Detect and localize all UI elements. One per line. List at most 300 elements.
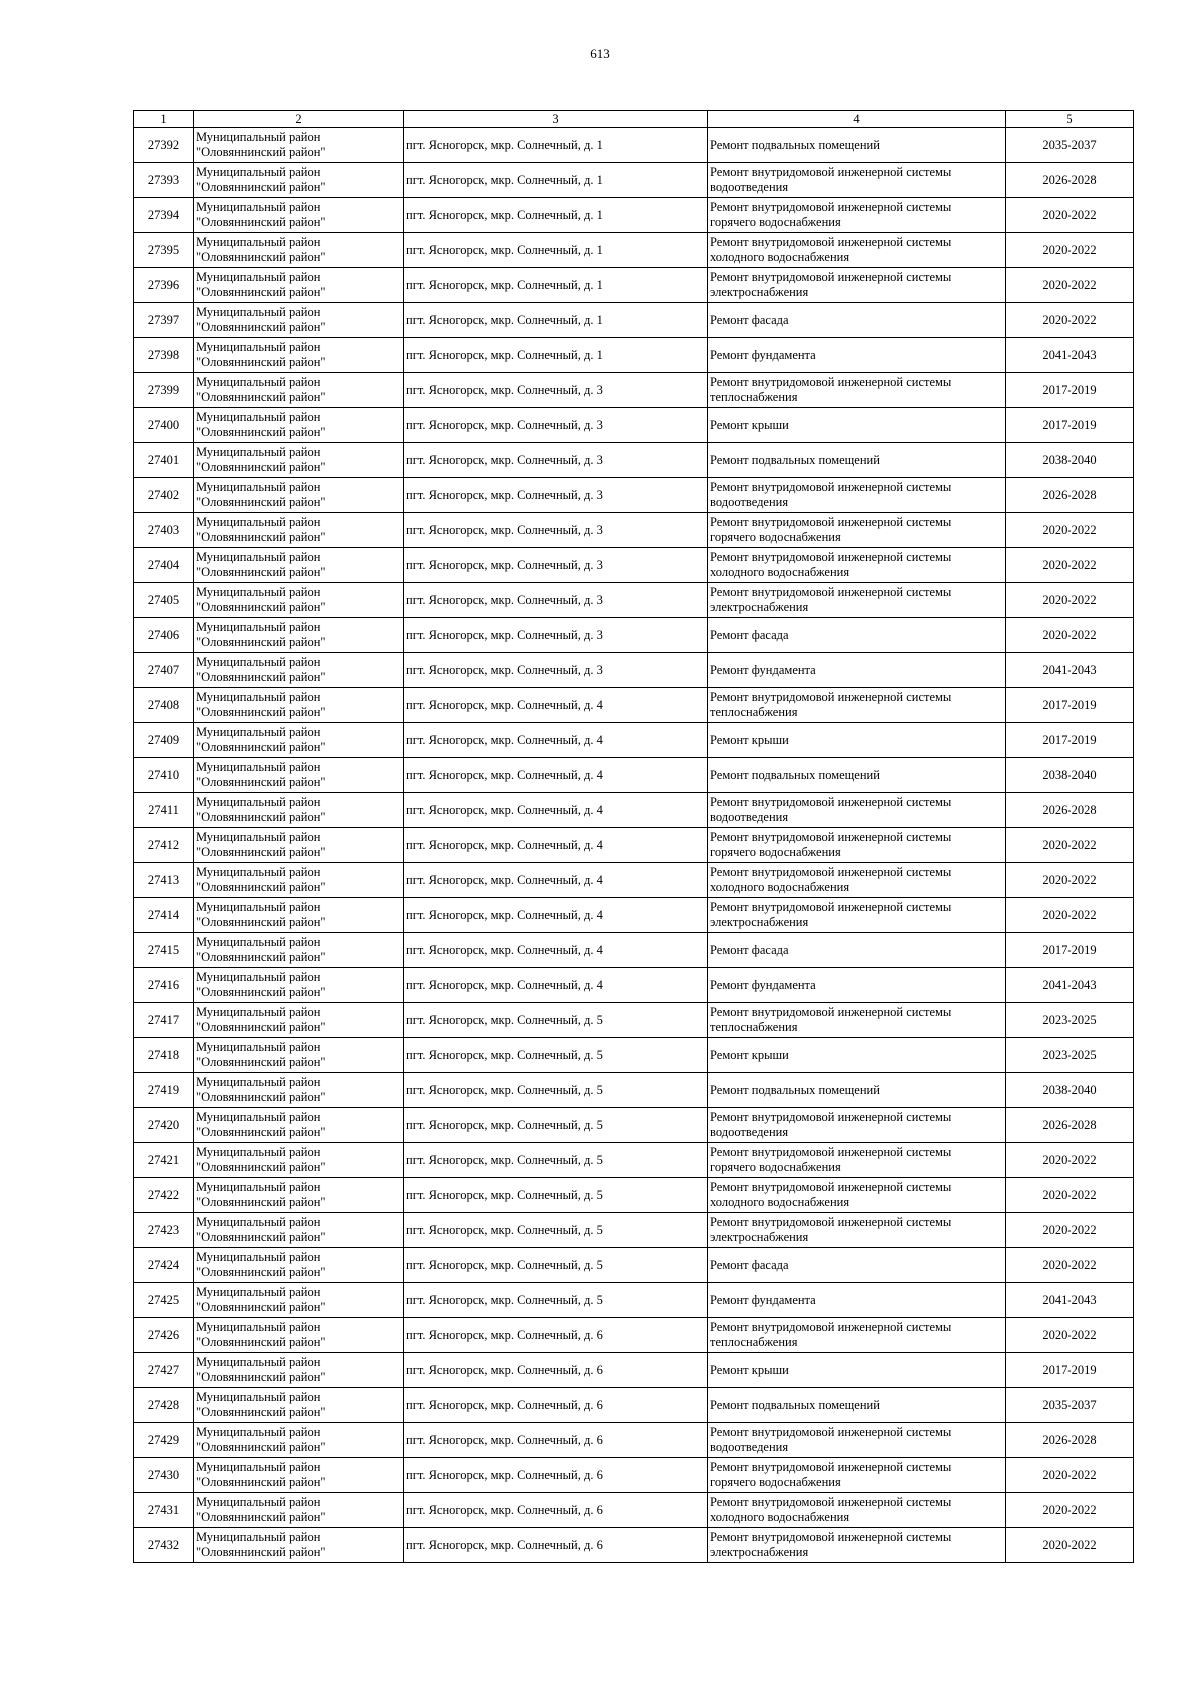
address-cell: пгт. Ясногорск, мкр. Солнечный, д. 5 (404, 1213, 708, 1248)
period-cell: 2020-2022 (1006, 268, 1134, 303)
municipality-line: "Оловяннинский район" (196, 1265, 326, 1279)
municipality-line: "Оловяннинский район" (196, 320, 326, 334)
municipality-cell (194, 1003, 404, 1038)
period-cell: 2020-2022 (1006, 863, 1134, 898)
work-type-cell (708, 653, 1006, 688)
table-row (134, 128, 1134, 163)
period-cell: 2020-2022 (1006, 513, 1134, 548)
municipality-line: Муниципальный район (196, 1495, 321, 1509)
municipality-cell (194, 1213, 404, 1248)
address-cell: пгт. Ясногорск, мкр. Солнечный, д. 4 (404, 793, 708, 828)
period-cell: 2038-2040 (1006, 443, 1134, 478)
municipality-line: Муниципальный район (196, 340, 321, 354)
municipality-cell (194, 828, 404, 863)
period-cell: 2026-2028 (1006, 793, 1134, 828)
work-type-cell (708, 1003, 1006, 1038)
municipality-line: "Оловяннинский район" (196, 915, 326, 929)
work-type-line: холодного водоснабжения (710, 565, 850, 579)
work-type-line: Ремонт внутридомовой инженерной системы (710, 515, 952, 529)
table-row (134, 583, 1134, 618)
address-cell: пгт. Ясногорск, мкр. Солнечный, д. 5 (404, 1003, 708, 1038)
work-type-cell (708, 1353, 1006, 1388)
municipality-cell (194, 268, 404, 303)
work-type-line: Ремонт фасада (710, 942, 789, 957)
municipality-line: Муниципальный район (196, 865, 321, 879)
municipality-cell (194, 863, 404, 898)
municipality-line: "Оловяннинский район" (196, 705, 326, 719)
municipality-line: "Оловяннинский район" (196, 1090, 326, 1104)
row-number: 27412 (134, 828, 194, 863)
period-cell: 2020-2022 (1006, 583, 1134, 618)
municipality-line: Муниципальный район (196, 760, 321, 774)
work-type-line: Ремонт фасада (710, 627, 789, 642)
work-type-line: Ремонт внутридомовой инженерной системы (710, 165, 952, 179)
row-number: 27395 (134, 233, 194, 268)
row-number: 27422 (134, 1178, 194, 1213)
row-number: 27401 (134, 443, 194, 478)
municipality-line: Муниципальный район (196, 1145, 321, 1159)
municipality-line: Муниципальный район (196, 935, 321, 949)
work-type-line: электроснабжения (710, 285, 809, 299)
municipality-cell (194, 1073, 404, 1108)
period-cell: 2041-2043 (1006, 1283, 1134, 1318)
municipality-line: "Оловяннинский район" (196, 775, 326, 789)
work-type-line: холодного водоснабжения (710, 250, 850, 264)
work-type-line: Ремонт крыши (710, 417, 789, 432)
row-number: 27431 (134, 1493, 194, 1528)
period-cell: 2017-2019 (1006, 373, 1134, 408)
period-cell: 2026-2028 (1006, 1423, 1134, 1458)
work-type-cell (708, 723, 1006, 758)
municipality-cell (194, 1528, 404, 1563)
table-row (134, 1003, 1134, 1038)
work-type-cell (708, 163, 1006, 198)
municipality-line: "Оловяннинский район" (196, 1125, 326, 1139)
municipality-cell (194, 933, 404, 968)
work-type-line: Ремонт крыши (710, 732, 789, 747)
address-cell: пгт. Ясногорск, мкр. Солнечный, д. 5 (404, 1143, 708, 1178)
work-type-line: теплоснабжения (710, 705, 798, 719)
work-type-cell (708, 443, 1006, 478)
table-row (134, 653, 1134, 688)
municipality-line: "Оловяннинский район" (196, 1160, 326, 1174)
table-row (134, 338, 1134, 373)
municipality-line: "Оловяннинский район" (196, 285, 326, 299)
municipality-line: Муниципальный район (196, 620, 321, 634)
row-number: 27420 (134, 1108, 194, 1143)
period-cell: 2020-2022 (1006, 1213, 1134, 1248)
municipality-line: Муниципальный район (196, 270, 321, 284)
municipality-cell (194, 1353, 404, 1388)
table-row (134, 408, 1134, 443)
municipality-line: Муниципальный район (196, 130, 321, 144)
period-cell: 2020-2022 (1006, 1248, 1134, 1283)
table-row (134, 828, 1134, 863)
address-cell: пгт. Ясногорск, мкр. Солнечный, д. 3 (404, 478, 708, 513)
period-cell: 2035-2037 (1006, 128, 1134, 163)
work-type-cell (708, 1073, 1006, 1108)
work-type-line: Ремонт внутридомовой инженерной системы (710, 1145, 952, 1159)
address-cell: пгт. Ясногорск, мкр. Солнечный, д. 6 (404, 1388, 708, 1423)
municipality-cell (194, 513, 404, 548)
municipality-line: Муниципальный район (196, 1390, 321, 1404)
municipality-line: Муниципальный район (196, 725, 321, 739)
municipality-line: Муниципальный район (196, 165, 321, 179)
address-cell: пгт. Ясногорск, мкр. Солнечный, д. 3 (404, 443, 708, 478)
period-cell: 2017-2019 (1006, 1353, 1134, 1388)
address-cell: пгт. Ясногорск, мкр. Солнечный, д. 1 (404, 233, 708, 268)
work-type-cell (708, 933, 1006, 968)
period-cell: 2020-2022 (1006, 233, 1134, 268)
work-type-line: Ремонт подвальных помещений (710, 1082, 880, 1097)
municipality-cell (194, 968, 404, 1003)
work-type-cell (708, 338, 1006, 373)
municipality-line: Муниципальный район (196, 1250, 321, 1264)
period-cell: 2020-2022 (1006, 548, 1134, 583)
municipality-cell (194, 1283, 404, 1318)
period-cell: 2020-2022 (1006, 1318, 1134, 1353)
table-row (134, 1038, 1134, 1073)
address-cell: пгт. Ясногорск, мкр. Солнечный, д. 4 (404, 933, 708, 968)
municipality-cell (194, 688, 404, 723)
municipality-line: "Оловяннинский район" (196, 1020, 326, 1034)
work-type-line: водоотведения (710, 810, 789, 824)
row-number: 27417 (134, 1003, 194, 1038)
municipality-line: "Оловяннинский район" (196, 215, 326, 229)
address-cell: пгт. Ясногорск, мкр. Солнечный, д. 3 (404, 653, 708, 688)
work-type-line: теплоснабжения (710, 1020, 798, 1034)
work-type-cell (708, 268, 1006, 303)
row-number: 27409 (134, 723, 194, 758)
municipality-line: Муниципальный район (196, 200, 321, 214)
work-type-line: Ремонт фундамента (710, 1292, 816, 1307)
work-type-cell (708, 408, 1006, 443)
work-type-line: Ремонт внутридомовой инженерной системы (710, 200, 952, 214)
municipality-line: "Оловяннинский район" (196, 355, 326, 369)
row-number: 27405 (134, 583, 194, 618)
period-cell: 2026-2028 (1006, 163, 1134, 198)
address-cell: пгт. Ясногорск, мкр. Солнечный, д. 5 (404, 1248, 708, 1283)
address-cell: пгт. Ясногорск, мкр. Солнечный, д. 3 (404, 548, 708, 583)
municipality-cell (194, 408, 404, 443)
work-type-cell (708, 198, 1006, 233)
column-header-5: 5 (1006, 111, 1134, 128)
column-header-2: 2 (194, 111, 404, 128)
table-row (134, 898, 1134, 933)
row-number: 27424 (134, 1248, 194, 1283)
table-body (134, 128, 1134, 1563)
municipality-line: "Оловяннинский район" (196, 1230, 326, 1244)
municipality-cell (194, 1423, 404, 1458)
municipality-line: Муниципальный район (196, 445, 321, 459)
municipality-line: Муниципальный район (196, 1180, 321, 1194)
municipality-line: Муниципальный район (196, 795, 321, 809)
table-row (134, 163, 1134, 198)
work-type-cell (708, 1178, 1006, 1213)
table-row (134, 723, 1134, 758)
work-type-line: Ремонт внутридомовой инженерной системы (710, 480, 952, 494)
municipality-cell (194, 233, 404, 268)
address-cell: пгт. Ясногорск, мкр. Солнечный, д. 1 (404, 338, 708, 373)
period-cell: 2038-2040 (1006, 758, 1134, 793)
work-type-line: холодного водоснабжения (710, 880, 850, 894)
table-row (134, 1073, 1134, 1108)
row-number: 27402 (134, 478, 194, 513)
municipality-cell (194, 1458, 404, 1493)
table-row (134, 968, 1134, 1003)
municipality-line: "Оловяннинский район" (196, 145, 326, 159)
row-number: 27415 (134, 933, 194, 968)
address-cell: пгт. Ясногорск, мкр. Солнечный, д. 1 (404, 163, 708, 198)
row-number: 27394 (134, 198, 194, 233)
work-type-cell (708, 1458, 1006, 1493)
table-row (134, 233, 1134, 268)
period-cell: 2017-2019 (1006, 688, 1134, 723)
municipality-cell (194, 443, 404, 478)
address-cell: пгт. Ясногорск, мкр. Солнечный, д. 6 (404, 1318, 708, 1353)
municipality-line: "Оловяннинский район" (196, 390, 326, 404)
municipality-cell (194, 478, 404, 513)
address-cell: пгт. Ясногорск, мкр. Солнечный, д. 4 (404, 828, 708, 863)
municipality-line: Муниципальный район (196, 550, 321, 564)
period-cell: 2020-2022 (1006, 1143, 1134, 1178)
work-type-line: Ремонт внутридомовой инженерной системы (710, 550, 952, 564)
table-row (134, 1178, 1134, 1213)
municipality-cell (194, 653, 404, 688)
table-row (134, 758, 1134, 793)
municipality-line: "Оловяннинский район" (196, 1545, 326, 1559)
work-type-line: Ремонт фасада (710, 1257, 789, 1272)
period-cell: 2020-2022 (1006, 898, 1134, 933)
table-row (134, 1248, 1134, 1283)
municipality-line: "Оловяннинский район" (196, 1405, 326, 1419)
table-row (134, 1423, 1134, 1458)
table-row (134, 1213, 1134, 1248)
municipality-cell (194, 583, 404, 618)
row-number: 27392 (134, 128, 194, 163)
table-row (134, 1388, 1134, 1423)
repair-schedule-table (133, 110, 1134, 1563)
table-row (134, 513, 1134, 548)
work-type-line: Ремонт подвальных помещений (710, 1397, 880, 1412)
period-cell: 2038-2040 (1006, 1073, 1134, 1108)
table-row (134, 863, 1134, 898)
municipality-line: Муниципальный район (196, 1320, 321, 1334)
work-type-line: водоотведения (710, 1125, 789, 1139)
municipality-cell (194, 793, 404, 828)
municipality-cell (194, 1108, 404, 1143)
row-number: 27421 (134, 1143, 194, 1178)
work-type-line: теплоснабжения (710, 390, 798, 404)
municipality-line: "Оловяннинский район" (196, 180, 326, 194)
address-cell: пгт. Ясногорск, мкр. Солнечный, д. 3 (404, 618, 708, 653)
work-type-cell (708, 373, 1006, 408)
row-number: 27413 (134, 863, 194, 898)
municipality-line: Муниципальный район (196, 830, 321, 844)
row-number: 27393 (134, 163, 194, 198)
municipality-cell (194, 1493, 404, 1528)
table-row (134, 1493, 1134, 1528)
table-row (134, 1283, 1134, 1318)
municipality-line: Муниципальный район (196, 1215, 321, 1229)
period-cell: 2026-2028 (1006, 1108, 1134, 1143)
period-cell: 2020-2022 (1006, 1528, 1134, 1563)
address-cell: пгт. Ясногорск, мкр. Солнечный, д. 1 (404, 128, 708, 163)
column-header-4: 4 (708, 111, 1006, 128)
work-type-line: Ремонт фундамента (710, 662, 816, 677)
municipality-line: Муниципальный район (196, 1040, 321, 1054)
work-type-line: Ремонт внутридомовой инженерной системы (710, 235, 952, 249)
municipality-line: "Оловяннинский район" (196, 740, 326, 754)
municipality-line: "Оловяннинский район" (196, 1440, 326, 1454)
work-type-cell (708, 968, 1006, 1003)
municipality-line: "Оловяннинский район" (196, 880, 326, 894)
table-row (134, 373, 1134, 408)
work-type-line: Ремонт внутридомовой инженерной системы (710, 690, 952, 704)
address-cell: пгт. Ясногорск, мкр. Солнечный, д. 1 (404, 303, 708, 338)
municipality-line: "Оловяннинский район" (196, 985, 326, 999)
work-type-line: электроснабжения (710, 1230, 809, 1244)
municipality-cell (194, 548, 404, 583)
address-cell: пгт. Ясногорск, мкр. Солнечный, д. 6 (404, 1423, 708, 1458)
work-type-cell (708, 233, 1006, 268)
municipality-line: Муниципальный район (196, 1110, 321, 1124)
work-type-cell (708, 513, 1006, 548)
address-cell: пгт. Ясногорск, мкр. Солнечный, д. 4 (404, 723, 708, 758)
period-cell: 2026-2028 (1006, 478, 1134, 513)
municipality-line: "Оловяннинский район" (196, 250, 326, 264)
municipality-line: "Оловяннинский район" (196, 1475, 326, 1489)
work-type-cell (708, 1108, 1006, 1143)
table-row (134, 1318, 1134, 1353)
table-row (134, 1458, 1134, 1493)
work-type-line: Ремонт подвальных помещений (710, 137, 880, 152)
work-type-line: горячего водоснабжения (710, 1160, 841, 1174)
work-type-line: холодного водоснабжения (710, 1510, 850, 1524)
municipality-line: "Оловяннинский район" (196, 1195, 326, 1209)
table-row (134, 688, 1134, 723)
municipality-line: "Оловяннинский район" (196, 950, 326, 964)
municipality-cell (194, 1178, 404, 1213)
work-type-line: Ремонт внутридомовой инженерной системы (710, 375, 952, 389)
table-row (134, 618, 1134, 653)
row-number: 27408 (134, 688, 194, 723)
table-row (134, 1353, 1134, 1388)
municipality-line: Муниципальный район (196, 1075, 321, 1089)
page-number: 613 (590, 46, 610, 61)
municipality-line: "Оловяннинский район" (196, 600, 326, 614)
row-number: 27432 (134, 1528, 194, 1563)
row-number: 27428 (134, 1388, 194, 1423)
municipality-line: Муниципальный район (196, 515, 321, 529)
table-row (134, 198, 1134, 233)
address-cell: пгт. Ясногорск, мкр. Солнечный, д. 4 (404, 863, 708, 898)
period-cell: 2020-2022 (1006, 828, 1134, 863)
work-type-line: Ремонт внутридомовой инженерной системы (710, 270, 952, 284)
municipality-line: "Оловяннинский район" (196, 530, 326, 544)
period-cell: 2020-2022 (1006, 618, 1134, 653)
table-header (134, 111, 1134, 128)
row-number: 27398 (134, 338, 194, 373)
work-type-line: горячего водоснабжения (710, 215, 841, 229)
municipality-cell (194, 618, 404, 653)
work-type-line: Ремонт внутридомовой инженерной системы (710, 1110, 952, 1124)
work-type-cell (708, 863, 1006, 898)
row-number: 27404 (134, 548, 194, 583)
work-type-cell (708, 548, 1006, 583)
table-row (134, 1143, 1134, 1178)
address-cell: пгт. Ясногорск, мкр. Солнечный, д. 3 (404, 408, 708, 443)
municipality-line: "Оловяннинский район" (196, 1510, 326, 1524)
municipality-line: "Оловяннинский район" (196, 425, 326, 439)
municipality-line: Муниципальный район (196, 970, 321, 984)
row-number: 27400 (134, 408, 194, 443)
municipality-line: Муниципальный район (196, 410, 321, 424)
work-type-cell (708, 1248, 1006, 1283)
address-cell: пгт. Ясногорск, мкр. Солнечный, д. 1 (404, 268, 708, 303)
work-type-line: горячего водоснабжения (710, 530, 841, 544)
address-cell: пгт. Ясногорск, мкр. Солнечный, д. 3 (404, 373, 708, 408)
municipality-cell (194, 303, 404, 338)
address-cell: пгт. Ясногорск, мкр. Солнечный, д. 3 (404, 513, 708, 548)
table-row (134, 1528, 1134, 1563)
row-number: 27427 (134, 1353, 194, 1388)
row-number: 27399 (134, 373, 194, 408)
work-type-cell (708, 1143, 1006, 1178)
work-type-line: теплоснабжения (710, 1335, 798, 1349)
address-cell: пгт. Ясногорск, мкр. Солнечный, д. 6 (404, 1353, 708, 1388)
municipality-line: Муниципальный район (196, 1425, 321, 1439)
address-cell: пгт. Ясногорск, мкр. Солнечный, д. 5 (404, 1108, 708, 1143)
municipality-line: "Оловяннинский район" (196, 1300, 326, 1314)
row-number: 27397 (134, 303, 194, 338)
municipality-cell (194, 723, 404, 758)
work-type-line: Ремонт внутридомовой инженерной системы (710, 1215, 952, 1229)
municipality-line: "Оловяннинский район" (196, 845, 326, 859)
municipality-line: Муниципальный район (196, 1285, 321, 1299)
work-type-line: Ремонт фундамента (710, 347, 816, 362)
work-type-line: Ремонт внутридомовой инженерной системы (710, 1180, 952, 1194)
work-type-cell (708, 793, 1006, 828)
address-cell: пгт. Ясногорск, мкр. Солнечный, д. 5 (404, 1178, 708, 1213)
work-type-cell (708, 128, 1006, 163)
work-type-line: Ремонт внутридомовой инженерной системы (710, 1425, 952, 1439)
header-row (134, 111, 1134, 128)
municipality-line: "Оловяннинский район" (196, 495, 326, 509)
work-type-line: горячего водоснабжения (710, 845, 841, 859)
period-cell: 2041-2043 (1006, 968, 1134, 1003)
work-type-line: Ремонт фундамента (710, 977, 816, 992)
work-type-cell (708, 1318, 1006, 1353)
work-type-line: электроснабжения (710, 915, 809, 929)
work-type-line: Ремонт подвальных помещений (710, 767, 880, 782)
municipality-cell (194, 898, 404, 933)
row-number: 27411 (134, 793, 194, 828)
address-cell: пгт. Ясногорск, мкр. Солнечный, д. 4 (404, 898, 708, 933)
municipality-cell (194, 1388, 404, 1423)
work-type-cell (708, 303, 1006, 338)
municipality-cell (194, 1318, 404, 1353)
work-type-line: Ремонт крыши (710, 1047, 789, 1062)
row-number: 27429 (134, 1423, 194, 1458)
period-cell: 2017-2019 (1006, 723, 1134, 758)
municipality-cell (194, 1143, 404, 1178)
row-number: 27419 (134, 1073, 194, 1108)
table-row (134, 548, 1134, 583)
period-cell: 2035-2037 (1006, 1388, 1134, 1423)
address-cell: пгт. Ясногорск, мкр. Солнечный, д. 3 (404, 583, 708, 618)
municipality-line: Муниципальный район (196, 375, 321, 389)
